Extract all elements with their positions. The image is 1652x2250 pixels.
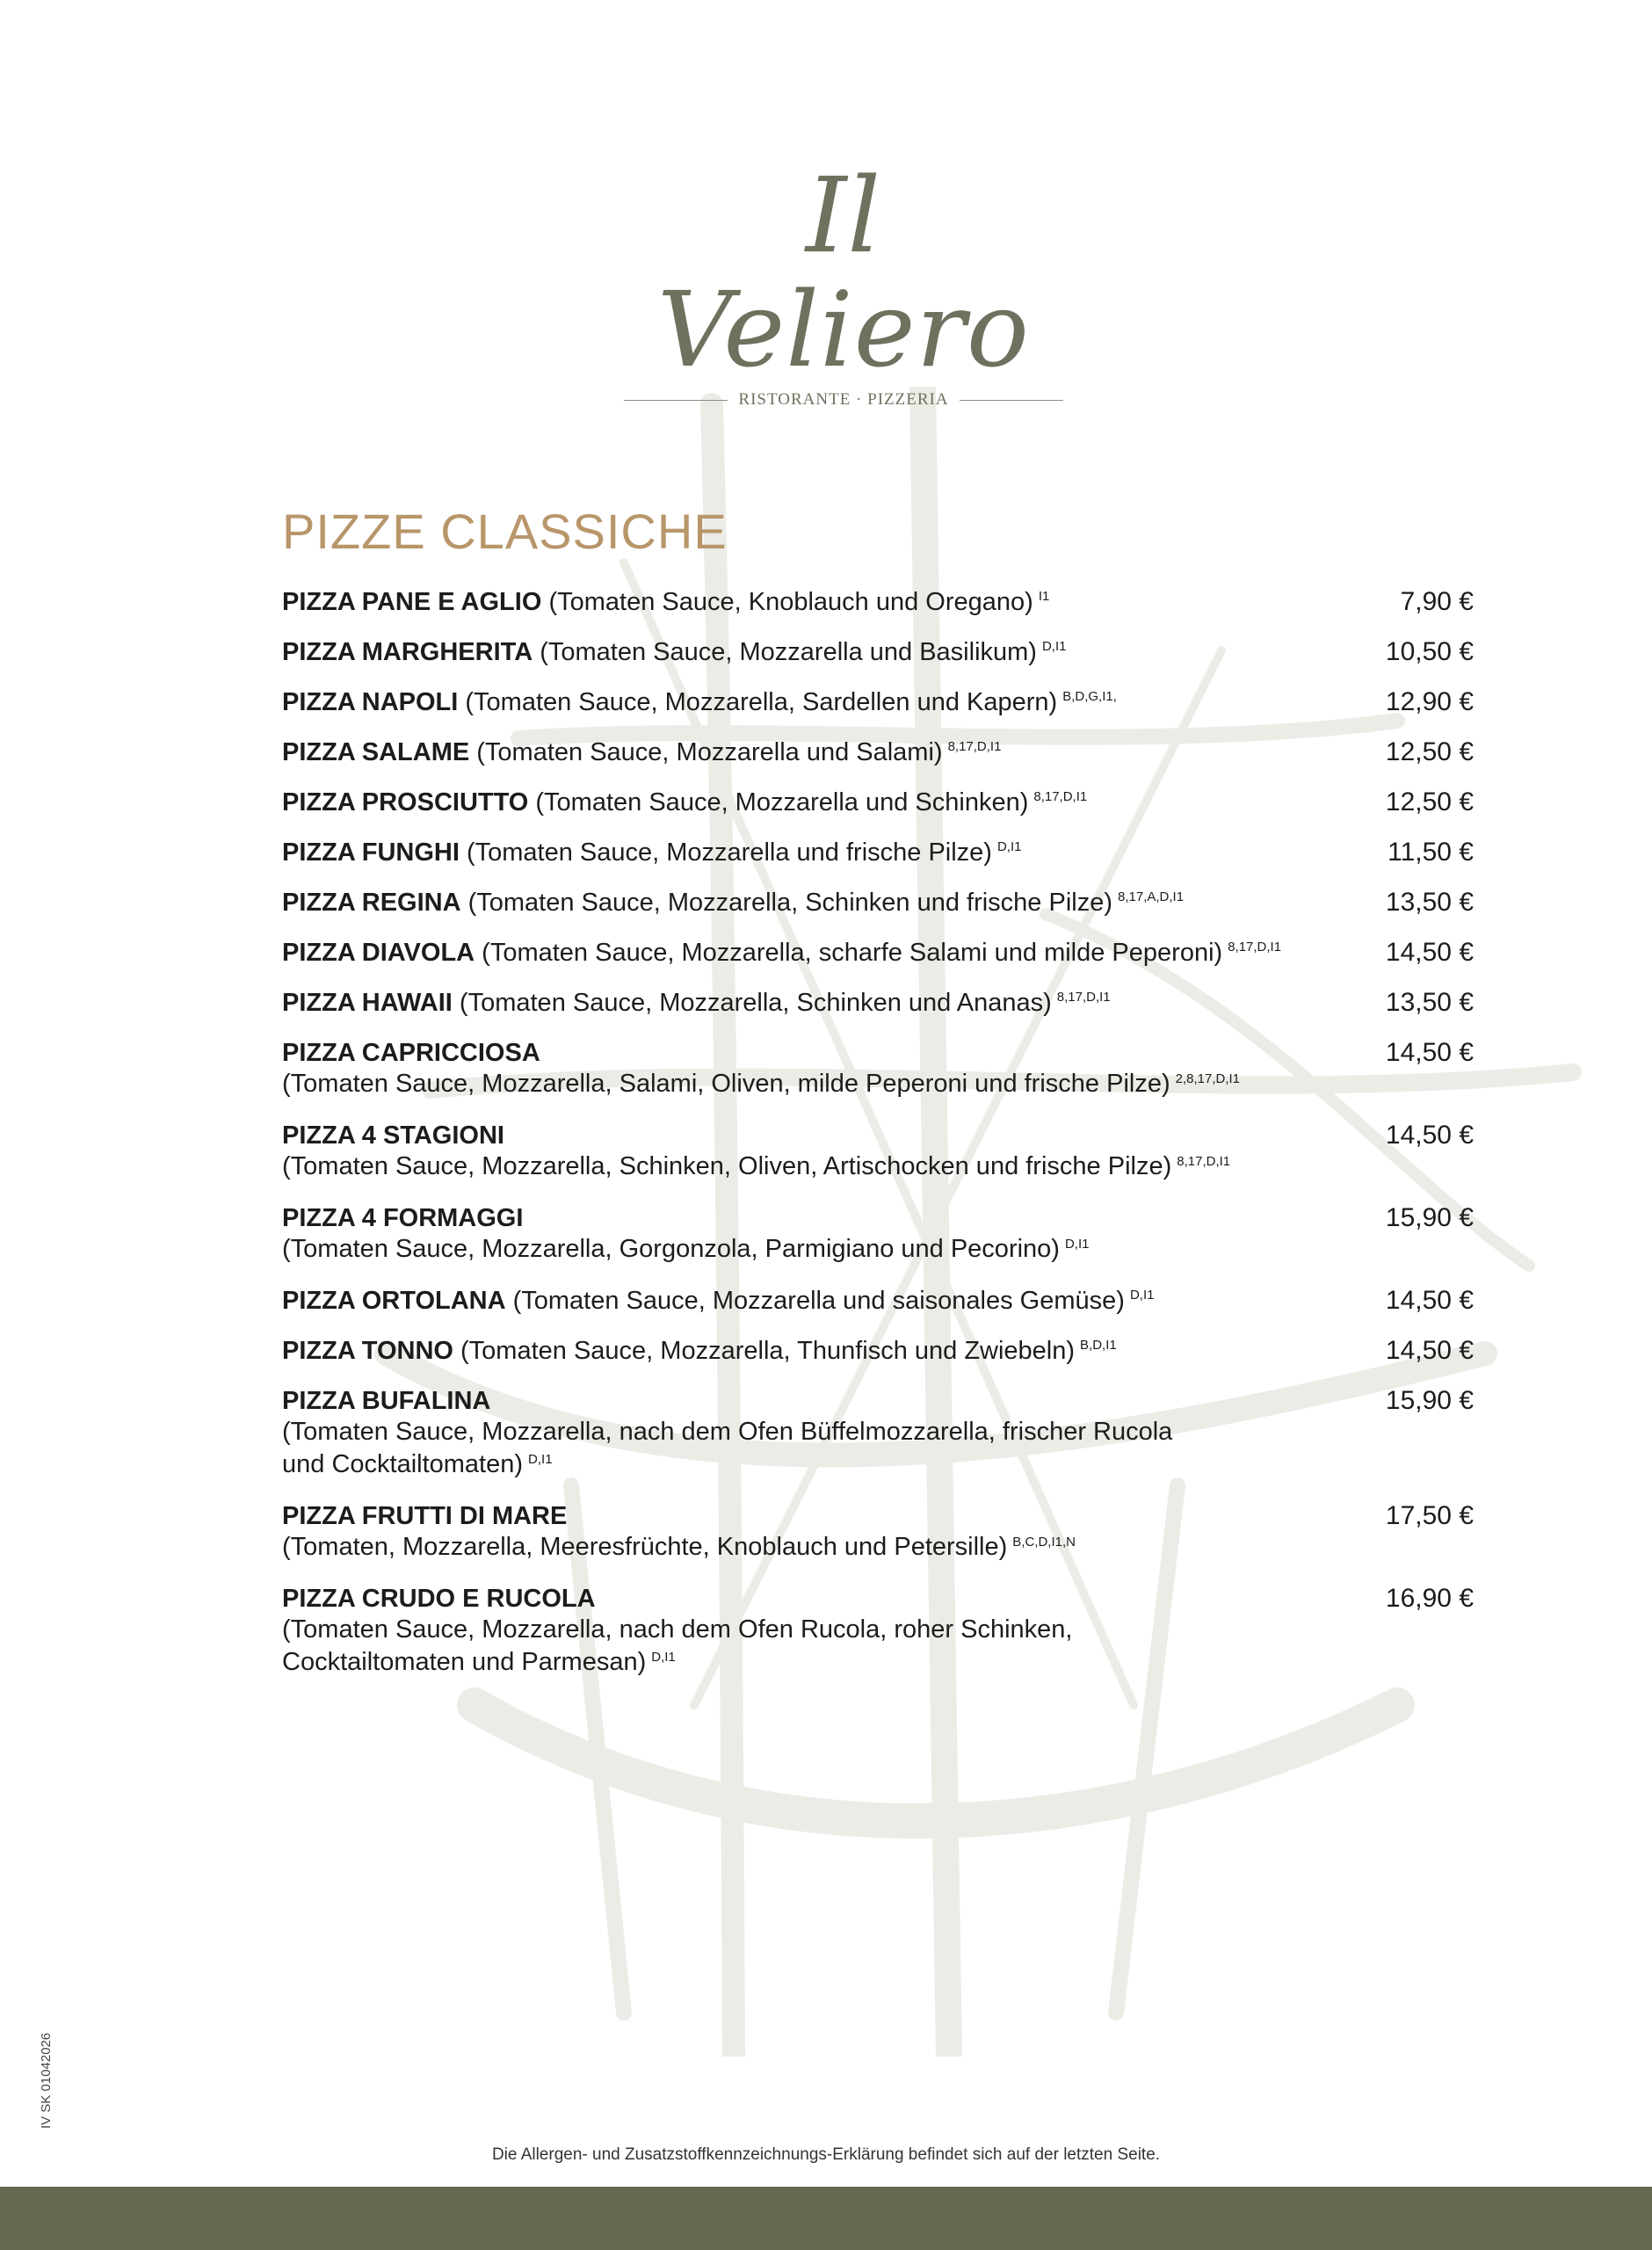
- menu-item-price: 12,50 €: [1385, 788, 1474, 817]
- menu-item-title-line: [282, 988, 1307, 1018]
- menu-item-description-line: [282, 1233, 1307, 1266]
- menu-item-description: Cocktailtomaten und Parmesan): [282, 1648, 647, 1676]
- menu-item-description: (Tomaten Sauce, Mozzarella und Salami): [469, 738, 943, 766]
- menu-item-name: PIZZA FRUTTI DI MARE: [282, 1502, 568, 1530]
- menu-item: [282, 587, 1474, 617]
- menu-item-title-line: [282, 938, 1307, 968]
- menu-item-price: 14,50 €: [1385, 1286, 1474, 1315]
- menu-item-title-line: [282, 888, 1307, 918]
- menu-item: [282, 1336, 1474, 1366]
- allergen-codes: 8,17,D,I1: [1056, 990, 1111, 1005]
- menu-item-name: PIZZA 4 STAGIONI: [282, 1121, 504, 1150]
- allergen-codes: 8,17,A,D,I1: [1118, 889, 1185, 904]
- allergen-codes: D,I1: [996, 839, 1022, 854]
- menu-item-title-line: [282, 1584, 1307, 1614]
- menu-item-name: PIZZA NAPOLI: [282, 688, 459, 716]
- menu-item: [282, 687, 1474, 717]
- menu-item-name: PIZZA PANE E AGLIO: [282, 588, 542, 616]
- menu-item-title-line: [282, 1336, 1307, 1366]
- allergen-codes: D,I1: [528, 1452, 553, 1467]
- menu-item: [282, 1121, 1474, 1183]
- menu-item-description: (Tomaten Sauce, Mozzarella und Basilikum): [533, 638, 1037, 666]
- restaurant-logo: [615, 155, 1072, 410]
- logo-tagline: RISTORANTE · PIZZERIA: [738, 390, 949, 409]
- menu-item-price: 15,90 €: [1385, 1386, 1474, 1415]
- menu-item-description: (Tomaten Sauce, Mozzarella, Thunfisch und Zwiebeln): [453, 1337, 1076, 1365]
- menu-item-title-line: [282, 1386, 1307, 1416]
- allergen-codes: D,I1: [1129, 1288, 1155, 1303]
- menu-item-price: 17,50 €: [1385, 1501, 1474, 1530]
- menu-item-price: 11,50 €: [1388, 838, 1474, 867]
- menu-item: [282, 1501, 1474, 1564]
- menu-item-name: PIZZA HAWAII: [282, 989, 453, 1017]
- menu-item-description-line: [282, 1416, 1307, 1448]
- menu-item: [282, 1584, 1474, 1679]
- menu-list: [282, 587, 1474, 1699]
- allergen-codes: D,I1: [651, 1650, 676, 1665]
- menu-item-description: (Tomaten Sauce, Mozzarella und saisonales Gemüse): [505, 1287, 1125, 1315]
- allergen-codes: 8,17,D,I1: [1033, 789, 1088, 804]
- menu-item-price: 16,90 €: [1385, 1584, 1474, 1613]
- menu-item-price: 14,50 €: [1385, 1038, 1474, 1067]
- menu-item-name: PIZZA TONNO: [282, 1337, 453, 1365]
- menu-item-title-line: [282, 1501, 1307, 1531]
- menu-item: [282, 838, 1474, 867]
- menu-item-name: PIZZA ORTOLANA: [282, 1287, 506, 1315]
- menu-item: [282, 888, 1474, 918]
- allergen-codes: B,D,G,I1,: [1062, 689, 1117, 704]
- allergen-footnote: Die Allergen- und Zusatzstoffkennzeichnungs-Erklärung befindet sich auf der letzten Seite.: [491, 2145, 1161, 2164]
- menu-item-name: PIZZA DIAVOLA: [282, 939, 475, 967]
- menu-item-description-line: [282, 1646, 1307, 1679]
- menu-item: [282, 637, 1474, 667]
- menu-item-price: 10,50 €: [1385, 637, 1474, 666]
- allergen-codes: D,I1: [1041, 639, 1067, 654]
- menu-item: [282, 1386, 1474, 1481]
- menu-item-name: PIZZA FUNGHI: [282, 838, 460, 867]
- allergen-codes: 8,17,D,I1: [947, 739, 1002, 754]
- menu-item-name: PIZZA PROSCIUTTO: [282, 788, 529, 817]
- menu-item-description: (Tomaten Sauce, Mozzarella, Salami, Oliven, milde Peperoni und frische Pilze): [282, 1070, 1170, 1098]
- menu-item-price: 12,90 €: [1385, 687, 1474, 716]
- menu-item-name: PIZZA SALAME: [282, 738, 470, 766]
- menu-item-name: PIZZA CRUDO E RUCOLA: [282, 1585, 596, 1613]
- menu-item-price: 13,50 €: [1385, 988, 1474, 1017]
- menu-item: [282, 1286, 1474, 1316]
- menu-item-name: PIZZA BUFALINA: [282, 1387, 491, 1415]
- menu-item-description: (Tomaten Sauce, Mozzarella, Gorgonzola, Parmigiano und Pecorino): [282, 1235, 1060, 1263]
- menu-item-description-line: [282, 1068, 1307, 1100]
- menu-item-name: PIZZA CAPRICCIOSA: [282, 1039, 540, 1067]
- menu-item-title-line: [282, 737, 1307, 767]
- menu-item: [282, 1203, 1474, 1266]
- menu-item-title-line: [282, 687, 1307, 717]
- menu-item-title-line: [282, 1121, 1307, 1150]
- menu-item-description-line: [282, 1448, 1307, 1481]
- menu-item-title-line: [282, 1038, 1307, 1068]
- menu-item-title-line: [282, 1203, 1307, 1233]
- allergen-codes: B,C,D,I1,N: [1012, 1535, 1076, 1550]
- menu-item-description: (Tomaten Sauce, Knoblauch und Oregano): [541, 588, 1033, 616]
- menu-item-price: 14,50 €: [1385, 938, 1474, 967]
- allergen-codes: I1: [1038, 589, 1050, 604]
- menu-item-title-line: [282, 838, 1307, 867]
- document-code: IV SK 01042026: [39, 2032, 54, 2129]
- menu-item-description: (Tomaten Sauce, Mozzarella, Schinken und frische Pilze): [460, 889, 1113, 917]
- menu-item: [282, 938, 1474, 968]
- menu-item-description: (Tomaten Sauce, Mozzarella, nach dem Ofen Büffelmozzarella, frischer Rucola: [282, 1418, 1173, 1446]
- menu-item-name: PIZZA 4 FORMAGGI: [282, 1204, 524, 1232]
- menu-item-price: 12,50 €: [1385, 737, 1474, 766]
- menu-item-title-line: [282, 587, 1307, 617]
- allergen-codes: 2,8,17,D,I1: [1175, 1071, 1241, 1086]
- menu-item: [282, 788, 1474, 817]
- menu-item-description: (Tomaten Sauce, Mozzarella, nach dem Ofen Rucola, roher Schinken,: [282, 1615, 1073, 1644]
- menu-item-title-line: [282, 1286, 1307, 1316]
- allergen-codes: D,I1: [1064, 1237, 1090, 1252]
- menu-item: [282, 988, 1474, 1018]
- menu-item-description-line: [282, 1150, 1307, 1183]
- menu-item-description: (Tomaten Sauce, Mozzarella, Schinken und Ananas): [452, 989, 1052, 1017]
- logo-rule-left: [624, 400, 728, 401]
- menu-item-description: (Tomaten Sauce, Mozzarella, Schinken, Oliven, Artischocken und frische Pilze): [282, 1152, 1172, 1180]
- menu-item: [282, 737, 1474, 767]
- menu-item: [282, 1038, 1474, 1100]
- allergen-codes: B,D,I1: [1080, 1338, 1117, 1353]
- bottom-bar: [0, 2187, 1652, 2250]
- menu-item-description: (Tomaten Sauce, Mozzarella, Sardellen und Kapern): [458, 688, 1058, 716]
- menu-item-price: 7,90 €: [1400, 587, 1474, 616]
- menu-item-price: 13,50 €: [1385, 888, 1474, 917]
- menu-item-price: 14,50 €: [1385, 1121, 1474, 1150]
- allergen-codes: 8,17,D,I1: [1228, 940, 1282, 954]
- menu-item-description: (Tomaten Sauce, Mozzarella und frische Pilze): [459, 838, 992, 867]
- menu-item-price: 14,50 €: [1385, 1336, 1474, 1365]
- menu-item-title-line: [282, 788, 1307, 817]
- menu-item-description: (Tomaten, Mozzarella, Meeresfrüchte, Knoblauch und Petersille): [282, 1533, 1008, 1561]
- menu-item-price: 15,90 €: [1385, 1203, 1474, 1232]
- menu-item-description: und Cocktailtomaten): [282, 1450, 524, 1478]
- menu-item-description-line: [282, 1531, 1307, 1564]
- menu-item-description-line: [282, 1614, 1307, 1646]
- logo-wordmark: Il Veliero: [657, 155, 1030, 390]
- allergen-codes: 8,17,D,I1: [1177, 1154, 1231, 1169]
- menu-item-description: (Tomaten Sauce, Mozzarella und Schinken): [528, 788, 1029, 817]
- menu-item-title-line: [282, 637, 1307, 667]
- section-title: PIZZE CLASSICHE: [282, 504, 728, 559]
- menu-item-description: (Tomaten Sauce, Mozzarella, scharfe Salami und milde Peperoni): [475, 939, 1223, 967]
- menu-item-name: PIZZA MARGHERITA: [282, 638, 533, 666]
- logo-rule-right: [960, 400, 1063, 401]
- menu-item-name: PIZZA REGINA: [282, 889, 461, 917]
